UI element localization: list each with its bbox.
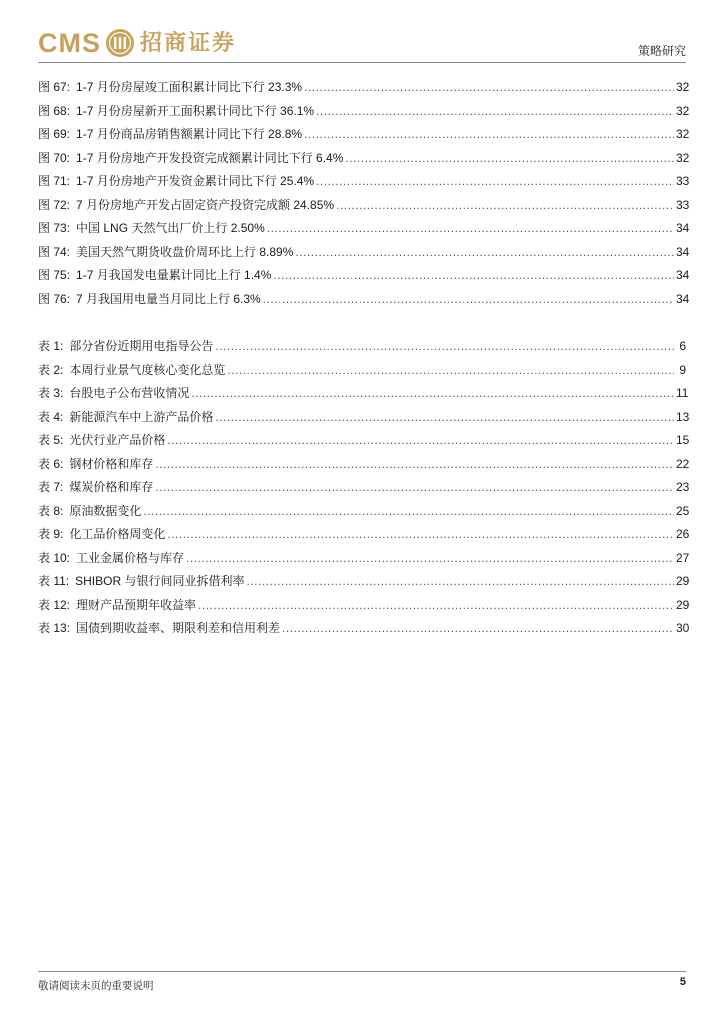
toc-page: 33	[676, 174, 690, 188]
toc-title: 1-7 月份房屋竣工面积累计同比下行 23.3%	[76, 80, 303, 94]
figure-list	[38, 78, 690, 313]
toc-page: 29	[676, 597, 690, 612]
toc-page: 34	[676, 244, 690, 259]
toc-title: 新能源汽车中上游产品价格	[69, 409, 214, 424]
report-category: 策略研究	[637, 44, 686, 58]
toc-label: 图 70:	[38, 150, 71, 165]
toc-label: 表 1:	[38, 339, 64, 353]
toc-item-figure-71[interactable]	[38, 172, 690, 196]
toc-title: 国债到期收益率、期限利差和信用利差	[76, 621, 281, 635]
disclaimer-note: 敬请阅读末页的重要说明	[38, 980, 154, 992]
toc-title: 7 月我国用电量当月同比上行 6.3%	[76, 291, 261, 306]
toc-item-figure-73[interactable]	[38, 219, 690, 243]
toc-item-table-3[interactable]	[38, 384, 689, 408]
toc-title: 煤炭价格和库存	[69, 480, 154, 494]
toc-item-table-2[interactable]	[38, 361, 686, 385]
page-number: 5	[679, 976, 686, 988]
toc-page: 29	[676, 574, 690, 588]
dot-leader	[304, 125, 674, 143]
footer-divider	[38, 971, 686, 972]
dot-leader	[167, 431, 674, 449]
toc-item-figure-67[interactable]	[38, 78, 690, 102]
toc-label: 图 69:	[38, 127, 71, 141]
dot-leader	[336, 196, 674, 214]
toc-item-table-7[interactable]	[38, 478, 690, 502]
toc-title: 工业金属价格与库存	[76, 550, 185, 565]
toc-page: 34	[676, 291, 690, 306]
toc-item-figure-72[interactable]	[38, 196, 690, 220]
dot-leader	[345, 149, 674, 167]
toc-label: 表 12:	[38, 597, 71, 612]
toc-title: 台股电子公布营收情况	[69, 386, 190, 400]
toc-title: 1-7 月份商品房销售额累计同比下行 28.8%	[76, 127, 303, 141]
dot-leader	[186, 549, 674, 567]
dot-leader	[155, 455, 674, 473]
dot-leader	[282, 619, 674, 637]
toc-page: 33	[676, 197, 690, 212]
toc-item-figure-74[interactable]	[38, 243, 690, 267]
header-divider	[38, 62, 686, 63]
toc-label: 图 71:	[38, 174, 71, 188]
toc-page: 32	[676, 103, 690, 118]
toc-item-figure-68[interactable]	[38, 102, 690, 126]
page-header	[38, 24, 686, 64]
toc-title: 1-7 月份房地产开发投资完成额累计同比下行 6.4%	[76, 150, 344, 165]
toc-page: 27	[676, 550, 690, 565]
toc-label: 图 68:	[38, 103, 71, 118]
toc-item-figure-69[interactable]	[38, 125, 690, 149]
toc-title: 原油数据变化	[69, 503, 142, 518]
toc-label: 表 6:	[38, 456, 64, 471]
toc-item-table-13[interactable]	[38, 619, 690, 643]
dot-leader	[198, 596, 674, 614]
toc-label: 图 76:	[38, 291, 71, 306]
toc-page: 25	[676, 503, 690, 518]
toc-item-figure-75[interactable]	[38, 266, 690, 290]
dot-leader	[227, 361, 674, 379]
toc-label: 表 5:	[38, 433, 64, 447]
toc-title: SHIBOR 与银行间同业拆借利率	[75, 574, 245, 588]
toc-page: 30	[676, 621, 690, 635]
dot-leader	[167, 525, 674, 543]
toc-label: 表 9:	[38, 527, 64, 541]
toc-title: 7 月份房地产开发占固定资产投资完成额 24.85%	[76, 197, 335, 212]
toc-page: 6	[679, 339, 686, 353]
toc-label: 图 74:	[38, 244, 71, 259]
toc-page: 23	[676, 480, 690, 494]
toc-title: 化工品价格周变化	[69, 527, 166, 541]
toc-label: 图 67:	[38, 80, 71, 94]
toc-label: 表 3:	[38, 386, 64, 400]
dot-leader	[246, 572, 674, 590]
toc-page: 9	[679, 362, 686, 377]
toc-item-figure-70[interactable]	[38, 149, 690, 173]
toc-label: 表 4:	[38, 409, 64, 424]
toc-label: 图 75:	[38, 268, 71, 282]
toc-item-table-1[interactable]	[38, 337, 686, 361]
toc-label: 表 7:	[38, 480, 64, 494]
toc-item-table-12[interactable]	[38, 596, 690, 620]
toc-page: 32	[676, 80, 690, 94]
toc-label: 表 13:	[38, 621, 71, 635]
dot-leader	[215, 408, 674, 426]
toc-label: 图 73:	[38, 221, 71, 235]
toc-title: 光伏行业产品价格	[69, 433, 166, 447]
toc-item-table-9[interactable]	[38, 525, 690, 549]
toc-title: 钢材价格和库存	[69, 456, 154, 471]
toc-item-table-5[interactable]	[38, 431, 690, 455]
dot-leader	[155, 478, 674, 496]
toc-title: 本周行业景气度核心变化总览	[69, 362, 226, 377]
dot-leader	[316, 102, 674, 120]
logo-emblem-icon	[105, 28, 135, 58]
table-list	[38, 337, 690, 643]
logo-latin-text: CMS	[38, 28, 101, 58]
toc-item-figure-76[interactable]	[38, 290, 690, 314]
toc-item-table-8[interactable]	[38, 502, 690, 526]
toc-title: 部分省份近期用电指导公告	[69, 339, 214, 353]
toc-title: 美国天然气期货收盘价周环比上行 8.89%	[76, 244, 294, 259]
toc-label: 表 11:	[38, 574, 70, 588]
toc-title: 1-7 月份房地产开发资金累计同比下行 25.4%	[76, 174, 315, 188]
toc-item-table-11[interactable]	[38, 572, 690, 596]
dot-leader	[267, 219, 674, 237]
dot-leader	[316, 172, 674, 190]
dot-leader	[215, 337, 674, 355]
toc-page: 11	[676, 386, 689, 400]
toc-page: 15	[676, 433, 690, 447]
toc-title: 1-7 月我国发电量累计同比上行 1.4%	[76, 268, 272, 282]
dot-leader	[304, 78, 674, 96]
toc-page: 26	[676, 527, 690, 541]
toc-label: 图 72:	[38, 197, 71, 212]
dot-leader	[295, 243, 674, 261]
toc-title: 理财产品预期年收益率	[76, 597, 197, 612]
company-logo	[38, 28, 236, 58]
dot-leader	[191, 384, 674, 402]
toc-label: 表 8:	[38, 503, 64, 518]
toc-item-table-10[interactable]	[38, 549, 690, 573]
toc-page: 34	[676, 268, 690, 282]
logo-chinese-text: 招商证券	[140, 30, 237, 56]
toc-page: 13	[676, 409, 690, 424]
toc-title: 1-7 月份房屋新开工面积累计同比下行 36.1%	[76, 103, 315, 118]
toc-item-table-4[interactable]	[38, 408, 690, 432]
toc-label: 表 10:	[38, 550, 71, 565]
toc-page: 34	[676, 221, 690, 235]
dot-leader	[273, 266, 674, 284]
dot-leader	[263, 290, 674, 308]
toc-page: 32	[676, 127, 690, 141]
dot-leader	[143, 502, 674, 520]
toc-page: 22	[676, 456, 690, 471]
toc-label: 表 2:	[38, 362, 64, 377]
toc-title: 中国 LNG 天然气出厂价上行 2.50%	[76, 221, 265, 235]
toc-item-table-6[interactable]	[38, 455, 690, 479]
toc-page: 32	[676, 150, 690, 165]
